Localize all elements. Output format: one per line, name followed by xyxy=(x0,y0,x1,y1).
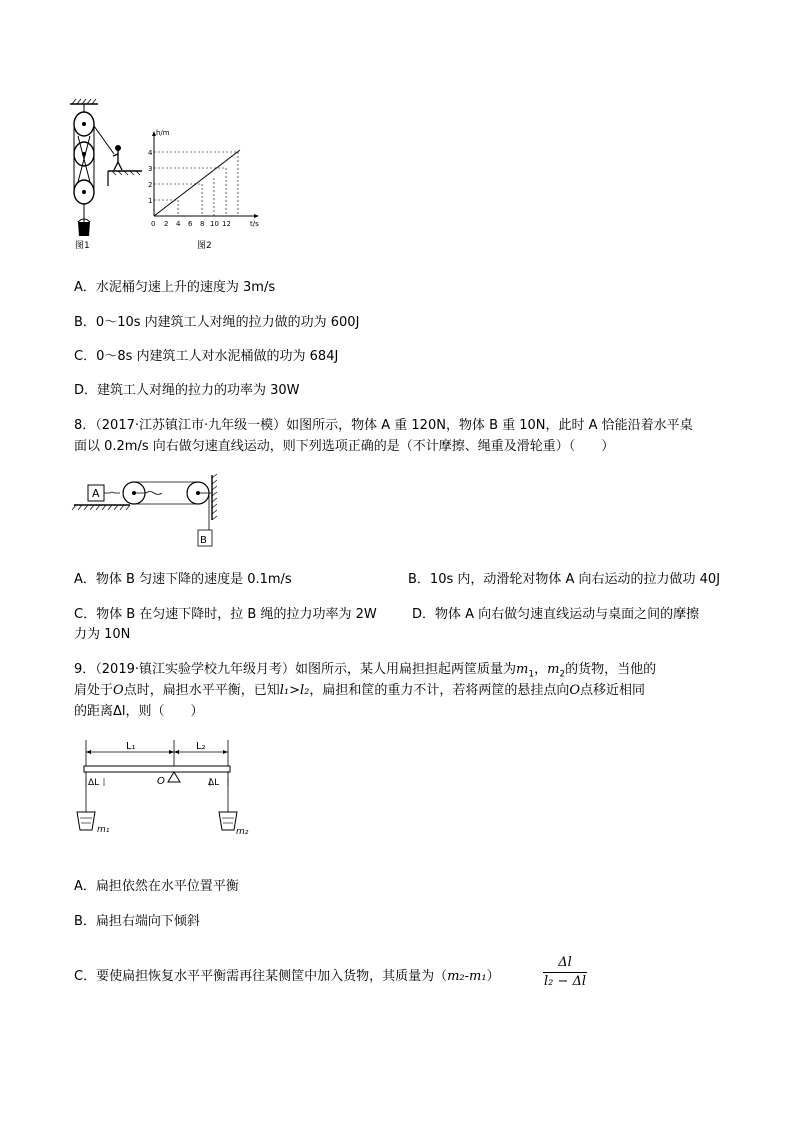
q8-stem-line2: 面以 0.2m/s 向右做匀速直线运动，则下列选项正确的是（不计摩擦、绳重及滑轮重）（ ） xyxy=(74,439,615,454)
q9-comma: ， xyxy=(534,662,548,677)
block-a-label: A xyxy=(92,487,100,500)
length-condition: l₁>l₂ xyxy=(279,683,310,698)
mass-m1-sub: 1 xyxy=(528,669,535,680)
graph-x-tick: 10 xyxy=(210,220,219,228)
q8-option-b: B．10s 内，动滑轮对物体 A 向右运动的拉力做功 40J xyxy=(408,572,721,587)
fraction-denominator: l₂ − Δl xyxy=(543,974,587,989)
graph-y-tick: 4 xyxy=(148,149,153,157)
pulley-table-figure xyxy=(70,470,220,550)
mass-m1: m xyxy=(516,662,529,677)
q9-option-c-close: ） xyxy=(486,969,500,984)
shoulder-pole-figure xyxy=(74,738,249,842)
graph-x-tick: 8 xyxy=(200,220,205,228)
q9-stem-line2-post: ，扁担和筐的重力不计，若将两筐的悬挂点向 xyxy=(309,683,570,698)
basket-m1-label: m₁ xyxy=(97,825,110,835)
q9-stem-line1 xyxy=(74,661,656,684)
graph-x-tick: 12 xyxy=(222,220,231,228)
q8-option-d-line1: D．物体 A 向右做匀速直线运动与桌面之间的摩擦 xyxy=(412,607,700,622)
length-l1-label: L₁ xyxy=(126,741,136,752)
height-time-graph xyxy=(140,128,264,234)
q7-option-b: B．0～10s 内建筑工人对绳的拉力做的功为 600J xyxy=(74,315,360,330)
q9-option-b: B．扁担右端向下倾斜 xyxy=(74,914,200,929)
point-o-2: O xyxy=(569,683,581,698)
figure1-caption: 图1 xyxy=(75,241,90,251)
graph-y-label: h/m xyxy=(156,129,170,137)
delta-l-left-label: ΔL xyxy=(88,778,100,788)
q9-option-a: A．扁担依然在水平位置平衡 xyxy=(74,879,239,894)
figure2-caption: 图2 xyxy=(197,241,212,251)
q7-option-c: C．0～8s 内建筑工人对水泥桶做的功为 684J xyxy=(74,349,339,364)
graph-x-tick: 0 xyxy=(151,220,156,228)
basket-m2-label: m₂ xyxy=(236,827,249,837)
fraction-numerator: Δl xyxy=(558,955,572,970)
q8-option-c: C．物体 B 在匀速下降时，拉 B 绳的拉力功率为 2W xyxy=(74,607,377,622)
mass-difference: m₂-m₁ xyxy=(447,969,487,984)
q9-option-c-text: C．要使扁担恢复水平平衡需再往某侧筐中加入货物，其质量为（ xyxy=(74,969,448,984)
graph-x-tick: 6 xyxy=(188,220,193,228)
mass-m2-sub: 2 xyxy=(559,669,566,680)
q9-stem-line1-post: 的货物，当他的 xyxy=(565,662,657,677)
fraction xyxy=(542,954,588,991)
delta-l-right-label: ΔL xyxy=(208,778,220,788)
q9-stem-line2 xyxy=(74,682,645,700)
q9-stem-line3: 的距离Δl，则（ ） xyxy=(74,704,204,719)
q9-stem-line2-end: 点移近相同 xyxy=(580,683,646,698)
length-l2-label: L₂ xyxy=(196,741,206,752)
q9-stem-line2-pre: 肩处于 xyxy=(74,683,114,698)
block-b-label: B xyxy=(200,535,207,546)
graph-x-label: t/s xyxy=(250,220,259,228)
q7-option-d: D．建筑工人对绳的拉力的功率为 30W xyxy=(74,383,300,398)
q9-option-c xyxy=(74,968,500,986)
point-o: O xyxy=(113,683,124,698)
graph-y-tick: 1 xyxy=(148,197,153,205)
fulcrum-o-label: O xyxy=(157,776,165,787)
q9-stem-line1-pre: 9．（2019·镇江实验学校九年级月考）如图所示，某人用扁担担起两筐质量为 xyxy=(74,662,516,677)
q7-option-a: A．水泥桶匀速上升的速度为 3m/s xyxy=(74,280,276,295)
q9-stem-line2-mid: 点时，扁担水平平衡，已知 xyxy=(123,683,280,698)
graph-y-tick: 3 xyxy=(148,165,153,173)
q8-option-a: A．物体 B 匀速下降的速度是 0.1m/s xyxy=(74,572,292,587)
q8-stem-line1: 8．（2017·江苏镇江市·九年级一模）如图所示，物体 A 重 120N，物体 B 重 10N，此时 A 恰能沿着水平桌 xyxy=(74,418,693,433)
q8-option-d-line2: 力为 10N xyxy=(74,627,131,642)
graph-y-tick: 2 xyxy=(148,181,153,189)
graph-x-tick: 4 xyxy=(176,220,181,228)
mass-m2: m xyxy=(547,662,560,677)
graph-x-tick: 2 xyxy=(164,220,169,228)
